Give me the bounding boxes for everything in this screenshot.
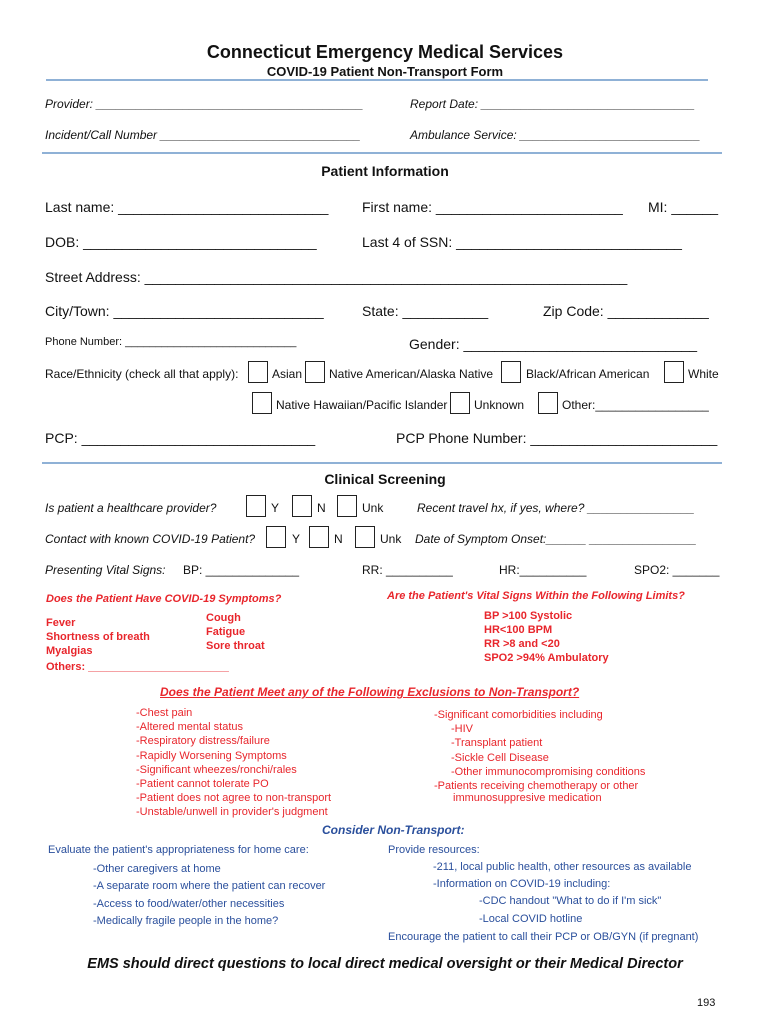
ssn-field[interactable]: Last 4 of SSN: _____________________________ (362, 234, 682, 250)
evaluate-list (93, 861, 325, 930)
hcp-question: Is patient a healthcare provider? (45, 501, 217, 515)
spo2-field[interactable]: SPO2: _______ (634, 563, 720, 577)
exclusion-item: -Significant wheezes/ronchi/rales (136, 763, 297, 776)
exclusion-item: -Respiratory distress/failure (136, 735, 270, 748)
symptoms-right-list (206, 611, 265, 653)
contact-yes-label: Y (292, 532, 301, 546)
patient-info-heading: Patient Information (321, 163, 449, 179)
symptom-item: Cough (206, 612, 241, 624)
last-name-field[interactable]: Last name: ___________________________ (45, 199, 329, 215)
provide-label: Provide resources: (388, 844, 480, 856)
directive-text: EMS should direct questions to local direct medical oversight or their Medical Director (87, 956, 683, 972)
consider-heading: Consider Non-Transport: (322, 823, 465, 837)
section-rule-clinical (42, 462, 722, 464)
vital-limit-item: BP >100 Systolic (484, 610, 573, 622)
contact-no-checkbox[interactable] (309, 526, 329, 548)
report-date-field[interactable]: Report Date: ________________________________ (410, 97, 695, 111)
exclusion-item: -Unstable/unwell in provider's judgment (136, 806, 328, 819)
hcp-yes-checkbox[interactable] (246, 495, 266, 517)
incident-number-field[interactable]: Incident/Call Number ______________________________ (45, 128, 361, 142)
white-checkbox[interactable] (664, 361, 684, 383)
rr-field[interactable]: RR: __________ (362, 563, 453, 577)
contact-unk-label: Unk (380, 532, 402, 546)
evaluate-item: -Medically fragile people in the home? (93, 914, 279, 927)
white-label: White (688, 367, 719, 381)
resource-item: -Local COVID hotline (479, 913, 583, 925)
exclusions-question: Does the Patient Meet any of the Following Exclusions to Non-Transport? (160, 685, 580, 699)
travel-field[interactable]: Recent travel hx, if yes, where? ________________ (417, 501, 695, 515)
ambulance-service-field[interactable]: Ambulance Service: ___________________________ (410, 128, 701, 142)
hawaiian-checkbox[interactable] (252, 392, 272, 414)
contact-unk-checkbox[interactable] (355, 526, 375, 548)
form-title: Connecticut Emergency Medical Services (206, 42, 564, 62)
contact-no-label: N (334, 532, 343, 546)
exclusion-item: -Transplant patient (451, 737, 543, 750)
resource-item: -CDC handout "What to do if I'm sick" (479, 895, 662, 907)
form-subtitle: COVID-19 Patient Non-Transport Form (266, 64, 504, 79)
symptom-item: Fatigue (206, 626, 246, 638)
symptom-item: Fever (46, 617, 76, 629)
asian-label: Asian (272, 367, 303, 381)
pcp-field[interactable]: PCP: ______________________________ (45, 430, 316, 446)
vital-limits-list (484, 609, 609, 665)
evaluate-item: -A separate room where the patient can recover (93, 880, 326, 893)
hawaiian-label: Native Hawaiian/Pacific Islander (276, 398, 448, 412)
pcp-phone-field[interactable]: PCP Phone Number: ________________________ (396, 430, 718, 446)
exclusions-left-list (136, 706, 331, 820)
exclusion-item: -HIV (451, 723, 473, 736)
symptom-item: Myalgias (46, 645, 93, 657)
vitals-label: Presenting Vital Signs: (45, 563, 166, 577)
exclusion-item: immunosuppresive medication (453, 792, 602, 805)
hcp-unk-label: Unk (362, 501, 384, 515)
hcp-unk-checkbox[interactable] (337, 495, 357, 517)
unknown-race-label: Unknown (474, 398, 525, 412)
symptom-item: Shortness of breath (46, 631, 150, 643)
encourage-text: Encourage the patient to call their PCP or OB/GYN (if pregnant) (388, 931, 699, 943)
contact-yes-checkbox[interactable] (266, 526, 286, 548)
clinical-heading: Clinical Screening (324, 471, 446, 487)
evaluate-item: -Access to food/water/other necessities (93, 897, 285, 910)
street-address-field[interactable]: Street Address: ______________________________________________________________ (45, 269, 628, 285)
hcp-no-label: N (317, 501, 326, 515)
city-field[interactable]: City/Town: ___________________________ (45, 303, 324, 319)
exclusion-item: -Patient does not agree to non-transport (136, 792, 332, 805)
hr-field[interactable]: HR:__________ (499, 563, 587, 577)
resource-item: -211, local public health, other resources as available (433, 861, 692, 873)
resource-item: -Information on COVID-19 including: (433, 878, 611, 890)
vital-limits-question: Are the Patient's Vital Signs Within the Following Limits? (387, 590, 685, 602)
exclusion-item: -Chest pain (136, 707, 193, 719)
exclusion-item: -Altered mental status (136, 721, 243, 734)
symptoms-question: Does the Patient Have COVID-19 Symptoms? (46, 593, 282, 605)
provider-field[interactable]: Provider: ________________________________________ (45, 97, 364, 111)
black-checkbox[interactable] (501, 361, 521, 383)
other-race-field[interactable]: Other:_________________ (562, 398, 709, 412)
vital-limit-item: HR<100 BPM (484, 624, 553, 636)
gender-field[interactable]: Gender: ______________________________ (409, 336, 698, 352)
asian-checkbox[interactable] (248, 361, 268, 383)
zip-field[interactable]: Zip Code: _____________ (543, 303, 709, 319)
exclusion-item: -Significant comorbidities including (434, 709, 603, 721)
dob-field[interactable]: DOB: ______________________________ (45, 234, 317, 250)
section-rule-patient (42, 152, 722, 154)
vital-limit-item: SPO2 >94% Ambulatory (484, 652, 609, 664)
evaluate-item: -Other caregivers at home (93, 863, 221, 875)
native-american-checkbox[interactable] (305, 361, 325, 383)
page-number: 193 (697, 997, 716, 1009)
symptom-onset-field[interactable]: Date of Symptom Onset:______ ________________ (415, 532, 697, 546)
header-rule (46, 79, 708, 81)
unknown-race-checkbox[interactable] (450, 392, 470, 414)
bp-field[interactable]: BP: ______________ (183, 563, 300, 577)
exclusion-item: -Rapidly Worsening Symptoms (136, 749, 287, 762)
vital-limit-item: RR >8 and <20 (484, 638, 560, 650)
exclusions-right-list (434, 708, 645, 803)
phone-field[interactable]: Phone Number: ____________________________ (45, 336, 297, 348)
native-american-label: Native American/Alaska Native (329, 367, 494, 381)
exclusion-item: -Patient cannot tolerate PO (136, 778, 269, 791)
other-race-checkbox[interactable] (538, 392, 558, 414)
hcp-yes-label: Y (271, 501, 280, 515)
state-field[interactable]: State: ___________ (362, 303, 489, 319)
symptom-item: Sore throat (206, 640, 265, 652)
exclusion-item: -Other immunocompromising conditions (451, 765, 646, 778)
evaluate-label: Evaluate the patient's appropriateness for home care: (48, 844, 309, 856)
mi-field[interactable]: MI: ______ (648, 199, 719, 215)
hcp-no-checkbox[interactable] (292, 495, 312, 517)
exclusion-item: -Patients receiving chemotherapy or other (434, 780, 639, 793)
exclusion-item: -Sickle Cell Disease (451, 751, 549, 764)
other-symptoms-field[interactable]: Others: _______________________ (46, 661, 229, 673)
symptoms-left-list (46, 616, 150, 658)
race-label: Race/Ethnicity (check all that apply): (45, 367, 239, 381)
first-name-field[interactable]: First name: ________________________ (362, 199, 623, 215)
contact-question: Contact with known COVID-19 Patient? (45, 532, 256, 546)
black-label: Black/African American (526, 367, 650, 381)
